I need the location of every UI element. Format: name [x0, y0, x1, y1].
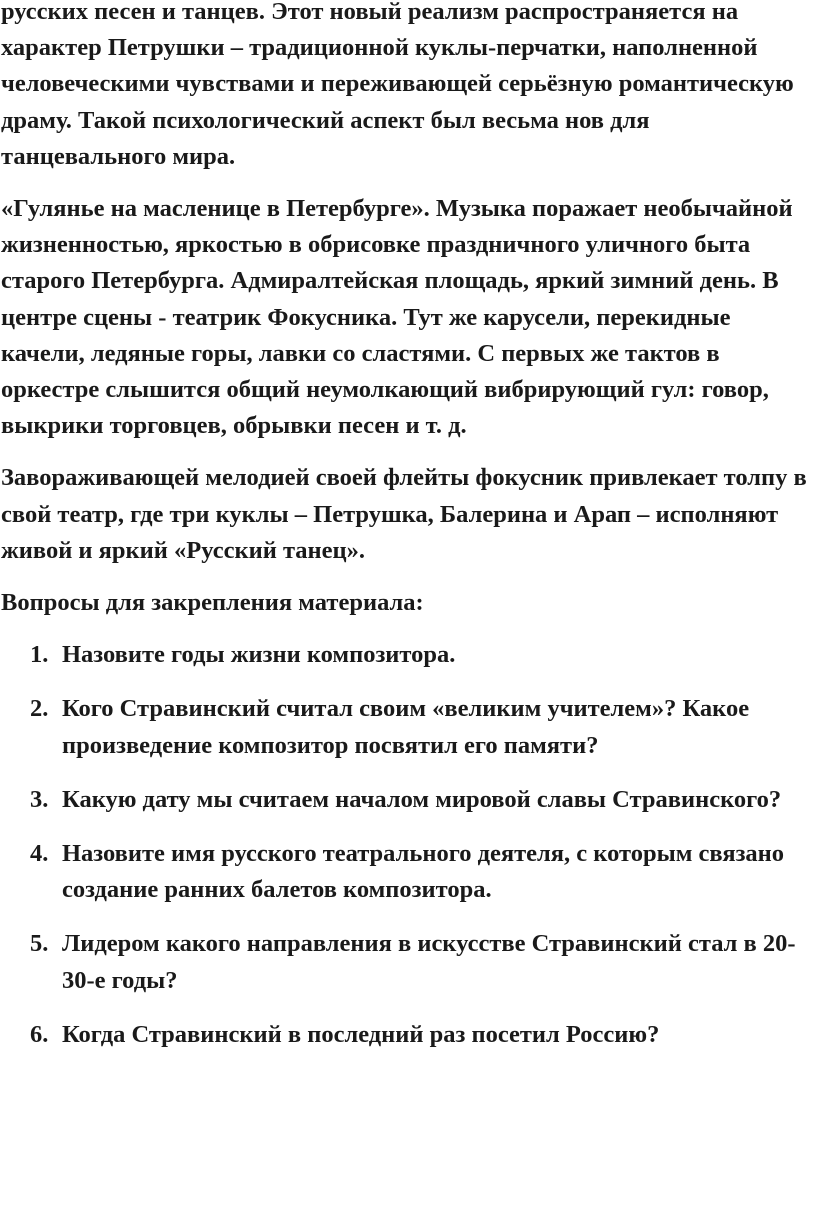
paragraph-petrushka-realism: русских песен и танцев. Этот новый реализм распространяется на характер Петрушки – традиционной куклы-перчатки, наполненной человеческими чувствами и переживающей серьёзную романтическую драму. Такой психологический аспект был весьма нов для танцевального мира.	[1, 0, 794, 170]
question-text: Назовите имя русского театрального деятеля, с которым связано создание ранних балетов композитора.	[62, 840, 785, 904]
question-number: 5.	[30, 930, 49, 958]
question-item	[0, 1017, 812, 1053]
question-text: Назовите годы жизни композитора.	[62, 641, 456, 669]
question-item	[0, 926, 812, 998]
question-number: 4.	[30, 840, 49, 868]
question-text: Когда Стравинский в последний раз посетил Россию?	[62, 1020, 660, 1048]
paragraph-maslenitsa-scene: «Гулянье на масленице в Петербурге». Музыка поражает необычайной жизненностью, яркостью в обрисовке праздничного уличного быта старого Петербурга. Адмиралтейская площадь, яркий зимний день. В центре сцены - театрик Фокусника. Тут же карусели, перекидные качели, ледяные горы, лавки со сластями. С первых же тактов в оркестре слышится общий неумолкающий вибрирующий гул: говор, выкрики торговцев, обрывки песен и т. д.	[1, 195, 793, 440]
question-text: Лидером какого направления в искусстве Стравинский стал в 20-30-е годы?	[62, 930, 796, 994]
question-number: 6.	[30, 1020, 49, 1048]
questions-heading: Вопросы для закрепления материала:	[1, 589, 424, 617]
question-number: 3.	[30, 785, 49, 813]
question-item	[0, 782, 812, 818]
question-item	[0, 691, 812, 763]
question-number: 1.	[30, 641, 49, 669]
questions-list	[0, 637, 812, 1053]
question-item	[0, 637, 812, 673]
question-text: Какую дату мы считаем началом мировой славы Стравинского?	[62, 785, 782, 813]
question-text: Кого Стравинский считал своим «великим учителем»? Какое произведение композитор посвятил его памяти?	[62, 695, 750, 759]
paragraph-magician-flute: Завораживающей мелодией своей флейты фокусник привлекает толпу в свой театр, где три куклы – Петрушка, Балерина и Арап – исполняют живой и яркий «Русский танец».	[1, 464, 807, 564]
question-number: 2.	[30, 695, 49, 723]
question-item	[0, 836, 812, 908]
